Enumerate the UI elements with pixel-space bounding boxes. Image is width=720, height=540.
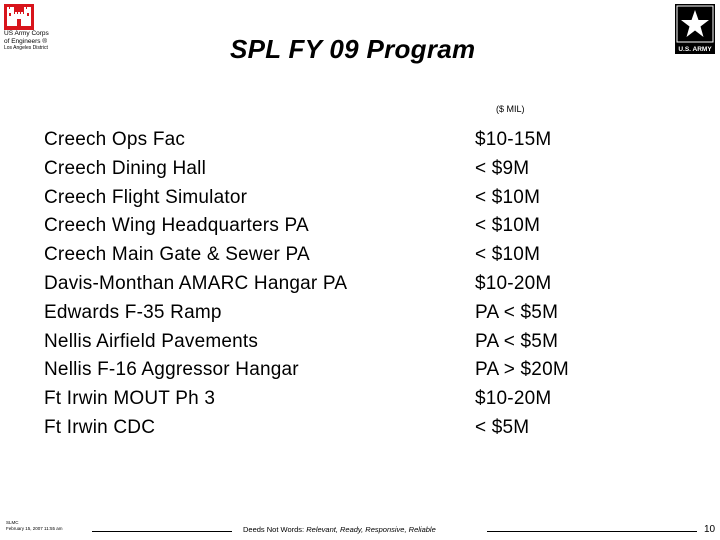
project-name: Davis-Monthan AMARC Hangar PA [44,272,348,294]
project-name: Ft Irwin MOUT Ph 3 [44,388,216,410]
project-value: PA < $5M [475,330,559,352]
footer-motto [243,525,436,534]
project-name: Creech Ops Fac [44,129,186,150]
page-number: 10 [704,524,716,535]
units-label: ($ MIL) [496,104,525,114]
project-name: Creech Flight Simulator [44,186,248,208]
project-name: Creech Dining Hall [44,157,207,179]
army-badge-text: U.S. ARMY [678,46,712,53]
castle-icon [4,4,34,30]
project-value: PA > $20M [475,359,569,381]
project-list [44,126,347,443]
project-name: Ft Irwin CDC [44,416,156,438]
page-title: SPL FY 09 Program [230,34,476,64]
project-value: < $10M [475,215,541,237]
project-value: $10-15M [475,129,552,150]
district-name: Los Angeles District [4,45,48,51]
project-value: < $10M [475,186,541,208]
footer-author: SLMC [6,520,19,525]
footer-date: February 15, 2007 11:55 am [6,526,63,531]
project-name: Edwards F-35 Ramp [44,301,222,323]
org-line-1: US Army Corps [4,30,49,37]
project-value: < $10M [475,244,541,266]
project-value: PA < $5M [475,301,559,323]
project-name: Creech Main Gate & Sewer PA [44,244,310,266]
usace-logo [4,4,34,30]
footer-divider-left [92,531,232,532]
project-name: Nellis Airfield Pavements [44,330,259,352]
us-army-logo [674,3,716,55]
project-value: $10-20M [475,272,552,294]
value-list [475,126,569,443]
project-name: Nellis F-16 Aggressor Hangar [44,359,299,381]
motto-values: Relevant, Ready, Responsive, Reliable [306,525,436,534]
footer-divider-right [487,531,697,532]
project-value: $10-20M [475,388,552,410]
footer-meta [6,520,62,532]
project-name: Creech Wing Headquarters PA [44,215,309,237]
project-value: < $9M [475,157,530,179]
project-value: < $5M [475,416,530,438]
org-line-2: of Engineers ® [4,37,48,45]
org-name [4,30,49,53]
motto-prefix: Deeds Not Words: [243,525,305,534]
